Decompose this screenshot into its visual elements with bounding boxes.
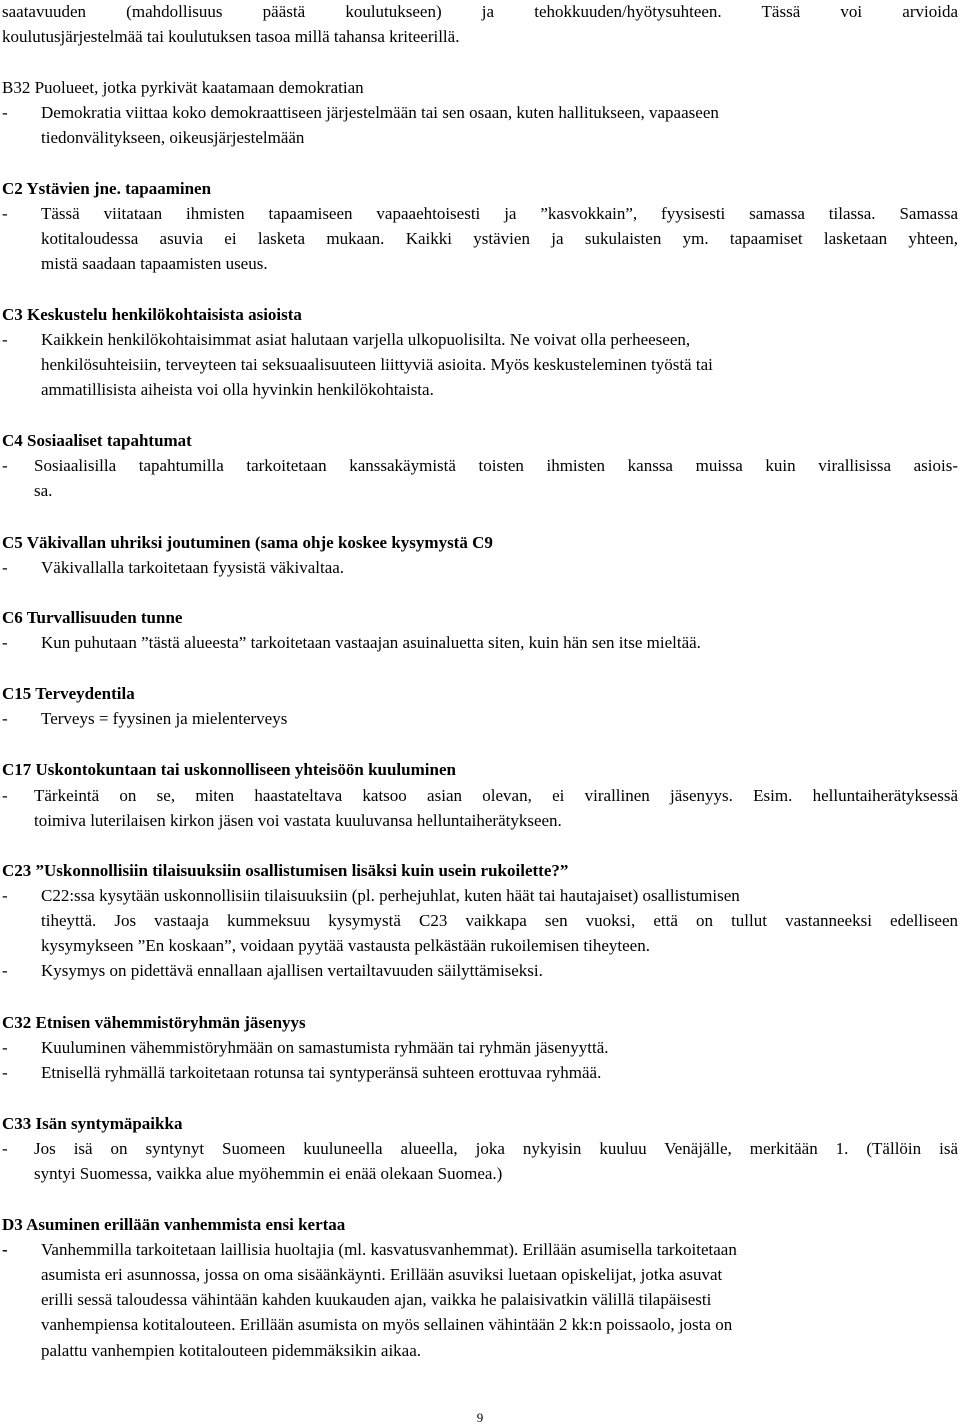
bullet-text: mistä saadaan tapaamisten useus. [41, 254, 268, 273]
section-heading-c15: C15 Terveydentila [2, 684, 135, 703]
bullet-text: Demokratia viittaa koko demokraattiseen järjestelmään tai sen osaan, kuten hallitukseen, vapaaseen [41, 103, 719, 122]
bullet-dash: - [2, 1038, 8, 1057]
bullet-dash: - [2, 1139, 8, 1158]
bullet-text: Tässä viitataan ihmisten tapaamiseen vapaaehtoisesti ja ”kasvokkain”, fyysisesti samassa tilassa. Samassa [41, 204, 958, 223]
bullet-text: Kun puhutaan ”tästä alueesta” tarkoitetaan vastaajan asuinaluetta siten, kuin hän sen itse mieltää. [41, 633, 701, 652]
bullet-dash: - [2, 709, 8, 728]
page-number: 9 [476, 1410, 484, 1425]
bullet-text: Väkivallalla tarkoitetaan fyysistä väkivaltaa. [41, 558, 345, 577]
section-heading-c23: C23 ”Uskonnollisiin tilaisuuksiin osallistumisen lisäksi kuin usein rukoilette?” [2, 861, 569, 880]
bullet-dash: - [2, 633, 8, 652]
bullet-text: Terveys = fyysinen ja mielenterveys [41, 709, 288, 728]
section-heading-c5: C5 Väkivallan uhriksi joutuminen (sama ohje koskee kysymystä C9 [2, 533, 493, 552]
bullet-text: ammatillisista aiheista voi olla hyvinkin henkilökohtaista. [41, 380, 434, 399]
bullet-dash: - [2, 330, 8, 349]
bullet-text: syntyi Suomessa, vaikka alue myöhemmin ei enää olekaan Suomea.) [34, 1164, 503, 1183]
bullet-text: erilli sessä taloudessa vähintään kahden kuukauden ajan, vaikka he palaisivatkin välillä tilapäisesti [41, 1290, 712, 1309]
bullet-text: Kaikkein henkilökohtaisimmat asiat halutaan varjella ulkopuolisilta. Ne voivat olla perheeseen, [41, 330, 691, 349]
bullet-dash: - [2, 204, 8, 223]
bullet-text: Jos isä on syntynyt Suomeen kuuluneella alueella, joka nykyisin kuuluu Venäjälle, merkitään 1. (Tällöin isä [34, 1139, 958, 1158]
bullet-dash: - [2, 961, 8, 980]
section-heading-c3: C3 Keskustelu henkilökohtaisista asioista [2, 305, 302, 324]
intro-line: saatavuuden (mahdollisuus päästä koulutukseen) ja tehokkuuden/hyötysuhteen. Tässä voi arvioida [2, 2, 958, 21]
bullet-text: Kysymys on pidettävä ennallaan ajallisen vertailtavuuden säilyttämiseksi. [41, 961, 543, 980]
bullet-dash: - [2, 786, 8, 805]
bullet-text: tiheyttä. Jos vastaaja kummeksuu kysymystä C23 vaikkapa sen vuoksi, että on tullut vastanneeksi edelliseen [41, 911, 958, 930]
section-heading-c17: C17 Uskontokuntaan tai uskonnolliseen yhteisöön kuuluminen [2, 760, 456, 779]
bullet-dash: - [2, 103, 8, 122]
section-heading-c6: C6 Turvallisuuden tunne [2, 608, 183, 627]
section-heading-c2: C2 Ystävien jne. tapaaminen [2, 179, 212, 198]
bullet-dash: - [2, 1063, 8, 1082]
section-heading-c33: C33 Isän syntymäpaikka [2, 1114, 183, 1133]
bullet-dash: - [2, 558, 8, 577]
bullet-text: palattu vanhempien kotitalouteen pidemmäksikin aikaa. [41, 1341, 422, 1360]
bullet-text: Etnisellä ryhmällä tarkoitetaan rotunsa tai syntyperänsä suhteen erottuvaa ryhmää. [41, 1063, 602, 1082]
bullet-text: vanhempiensa kotitalouteen. Erillään asumista on myös sellainen vähintään 2 kk:n poissaolo, josta on [41, 1315, 733, 1334]
bullet-dash: - [2, 456, 8, 475]
bullet-text: asumista eri asunnossa, jossa on oma sisäänkäynti. Erillään asuviksi luetaan opiskelijat, jotka asuvat [41, 1265, 723, 1284]
bullet-text: tiedonvälitykseen, oikeusjärjestelmään [41, 128, 305, 147]
section-heading-b32: B32 Puolueet, jotka pyrkivät kaatamaan demokratian [2, 78, 364, 97]
bullet-dash: - [2, 886, 8, 905]
bullet-text: Vanhemmilla tarkoitetaan laillisia huoltajia (ml. kasvatusvanhemmat). Erillään asumisella tarkoitetaan [41, 1240, 737, 1259]
intro-line: koulutusjärjestelmää tai koulutuksen tasoa millä tahansa kriteerillä. [2, 27, 460, 46]
bullet-text: Kuuluminen vähemmistöryhmään on samastumista ryhmään tai ryhmän jäsenyyttä. [41, 1038, 609, 1057]
bullet-text: Tärkeintä on se, miten haastateltava katsoo asian olevan, ei virallinen jäsenyys. Esim. helluntaiherätyksessä [34, 786, 958, 805]
section-heading-d3: D3 Asuminen erillään vanhemmista ensi kertaa [2, 1215, 346, 1234]
bullet-text: toimiva luterilaisen kirkon jäsen voi vastata kuuluvansa helluntaiherätykseen. [34, 811, 562, 830]
bullet-dash: - [2, 1240, 8, 1259]
section-heading-c4: C4 Sosiaaliset tapahtumat [2, 431, 192, 450]
bullet-text: sa. [34, 481, 53, 500]
section-heading-c32: C32 Etnisen vähemmistöryhmän jäsenyys [2, 1013, 306, 1032]
bullet-text: C22:ssa kysytään uskonnollisiin tilaisuuksiin (pl. perhejuhlat, kuten häät tai hautajaiset) osallistumisen [41, 886, 740, 905]
bullet-text: kysymykseen ”En koskaan”, voidaan pyytää vastausta pelkästään rukoilemisen tiheyteen. [41, 936, 650, 955]
bullet-text: kotitaloudessa asuvia ei lasketa mukaan. Kaikki ystävien ja sukulaisten ym. tapaamiset lasketaan yhteen, [41, 229, 958, 248]
bullet-text: Sosiaalisilla tapahtumilla tarkoitetaan kanssakäymistä toisten ihmisten kanssa muissa kuin virallisissa asiois- [34, 456, 958, 475]
bullet-text: henkilösuhteisiin, terveyteen tai seksuaalisuuteen liittyviä asioita. Myös keskusteleminen työstä tai [41, 355, 713, 374]
